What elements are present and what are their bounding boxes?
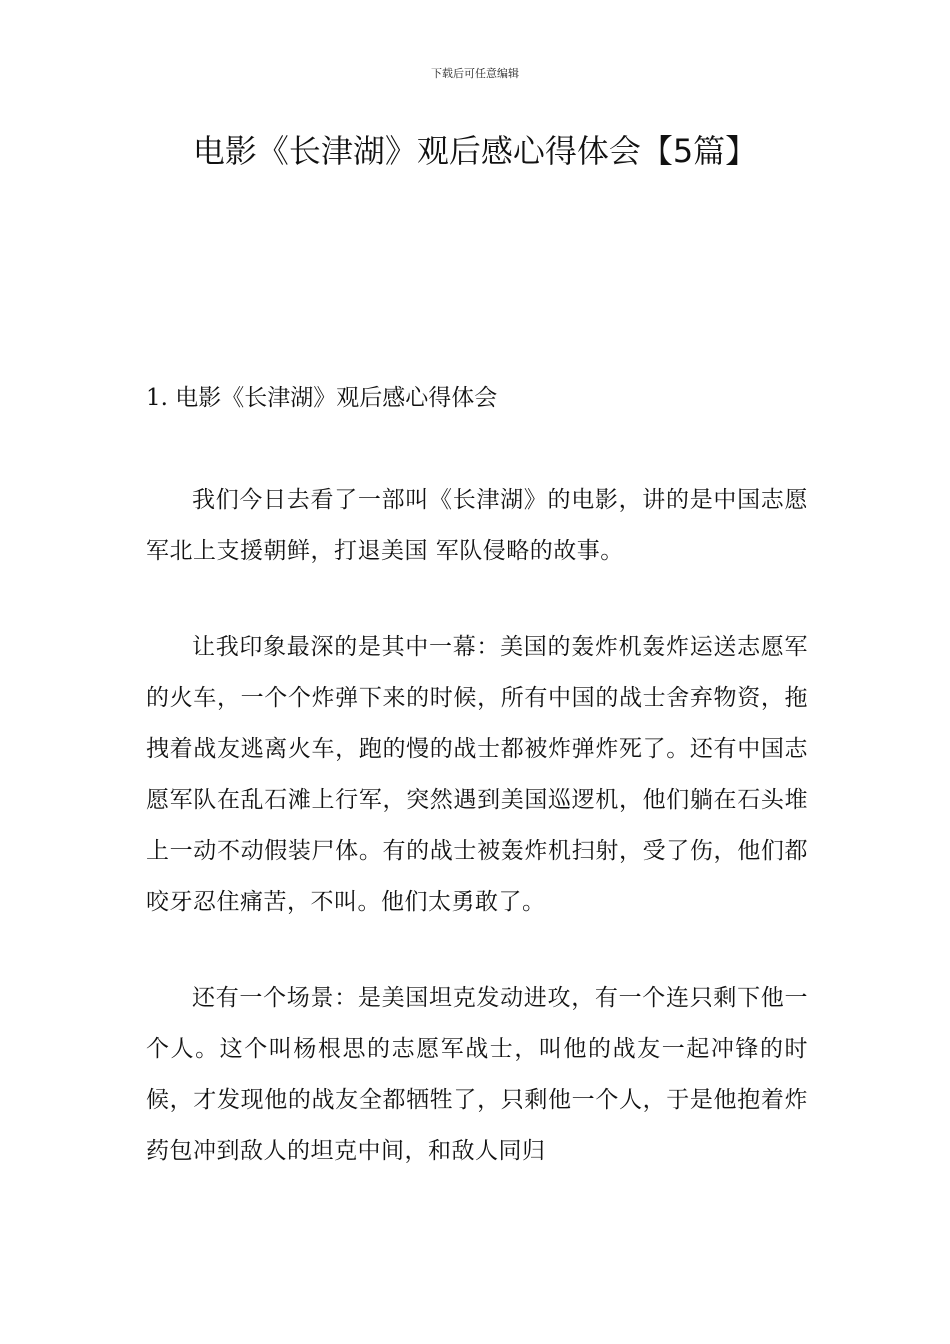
section-body	[146, 475, 808, 1222]
document-title: 电影《长津湖》观后感心得体会【5篇】	[192, 132, 758, 170]
section-heading: 1. 电影《长津湖》观后感心得体会	[146, 385, 498, 411]
header-note: 下载后可任意编辑	[431, 67, 519, 80]
paragraph-3: 还有一个场景：是美国坦克发动进攻，有一个连只剩下他一个人。这个叫杨根思的志愿军战士，叫他的战友一起冲锋的时候，才发现他的战友全都牺牲了，只剩他一个人，于是他抱着炸药包冲到敌人的坦克中间，和敌人同归	[146, 985, 808, 1164]
paragraph-1: 我们今日去看了一部叫《长津湖》的电影，讲的是中国志愿军北上支援朝鲜，打退美国 军队侵略的故事。	[146, 487, 808, 564]
paragraph-2: 让我印象最深的是其中一幕：美国的轰炸机轰炸运送志愿军的火车，一个个炸弹下来的时候，所有中国的战士舍弃物资，拖拽着战友逃离火车，跑的慢的战士都被炸弹炸死了。还有中国志愿军队在乱石滩上行军，突然遇到美国巡逻机，他们躺在石头堆上一动不动假装尸体。有的战士被轰炸机扫射，受了伤，他们都咬牙忍住痛苦，不叫。他们太勇敢了。	[146, 634, 808, 915]
